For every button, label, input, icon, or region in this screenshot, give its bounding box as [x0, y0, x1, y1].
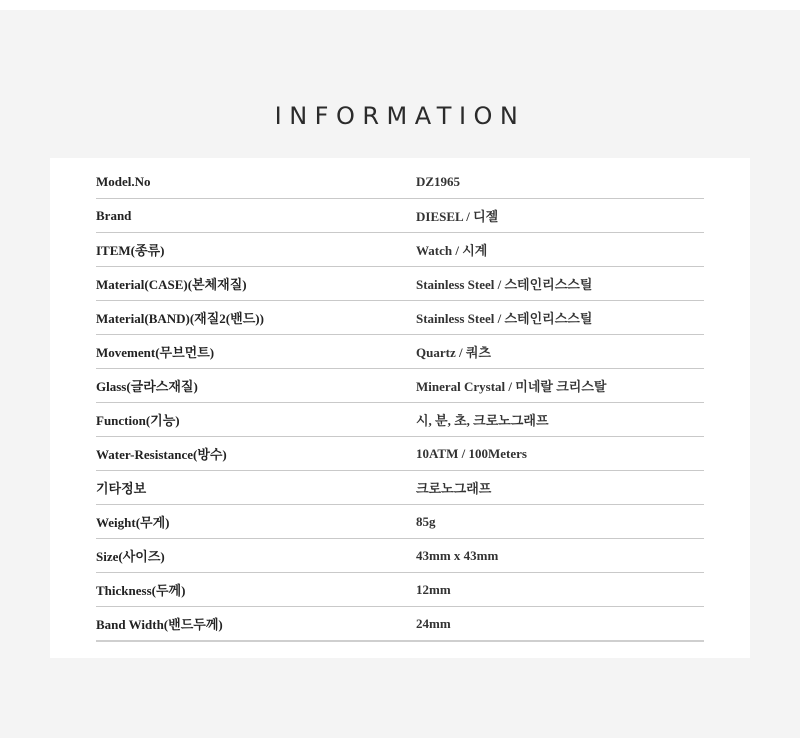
- spec-row-band-width: [96, 607, 704, 640]
- spec-value: 85g: [416, 513, 436, 529]
- spec-value: 43mm x 43mm: [416, 547, 499, 563]
- spec-label: Model.No: [96, 173, 151, 189]
- spec-value: 12mm: [416, 581, 451, 597]
- spec-row-size: [96, 539, 704, 573]
- spec-row-glass: [96, 369, 704, 403]
- spec-row-water-resistance: [96, 437, 704, 471]
- spec-row-model-no: [96, 165, 704, 199]
- spec-value: 24mm: [416, 615, 451, 631]
- page-title: INFORMATION: [274, 102, 526, 131]
- spec-row-thickness: [96, 573, 704, 607]
- spec-value: Quartz / 쿼츠: [416, 345, 491, 360]
- spec-value: Mineral Crystal / 미네랄 크리스탈: [416, 379, 607, 394]
- spec-value: Watch / 시계: [416, 243, 488, 258]
- spec-row-movement: [96, 335, 704, 369]
- spec-row-material-case: [96, 267, 704, 301]
- spec-label: Thickness(두께): [96, 583, 186, 598]
- spec-row-brand: [96, 199, 704, 233]
- spec-value: DZ1965: [416, 173, 461, 189]
- spec-label: Glass(글라스재질): [96, 379, 198, 394]
- information-panel: [50, 158, 750, 658]
- spec-value: 크로노그래프: [416, 481, 492, 496]
- spec-row-weight: [96, 505, 704, 539]
- spec-value: DIESEL / 디젤: [416, 209, 499, 224]
- spec-label: Material(BAND)(재질2(밴드)): [96, 311, 264, 326]
- spec-label: ITEM(종류): [96, 243, 165, 258]
- spec-row-item: [96, 233, 704, 267]
- spec-value: 10ATM / 100Meters: [416, 445, 527, 461]
- spec-label: Material(CASE)(본체재질): [96, 277, 247, 292]
- spec-label: Function(기능): [96, 413, 180, 428]
- spec-label: 기타정보: [96, 481, 147, 496]
- spec-row-function: [96, 403, 704, 437]
- spec-label: Movement(무브먼트): [96, 345, 215, 360]
- spec-label: Brand: [96, 207, 132, 223]
- spec-row-other-info: [96, 471, 704, 505]
- spec-table: [96, 165, 704, 642]
- spec-row-material-band: [96, 301, 704, 335]
- page-background: [0, 10, 800, 738]
- spec-label: Size(사이즈): [96, 549, 165, 564]
- spec-label: Band Width(밴드두께): [96, 617, 223, 632]
- spec-label: Weight(무게): [96, 515, 170, 530]
- spec-label: Water-Resistance(방수): [96, 447, 227, 462]
- spec-value: Stainless Steel / 스테인리스스틸: [416, 311, 593, 326]
- spec-value: Stainless Steel / 스테인리스스틸: [416, 277, 593, 292]
- spec-value: 시, 분, 초, 크로노그래프: [416, 413, 549, 428]
